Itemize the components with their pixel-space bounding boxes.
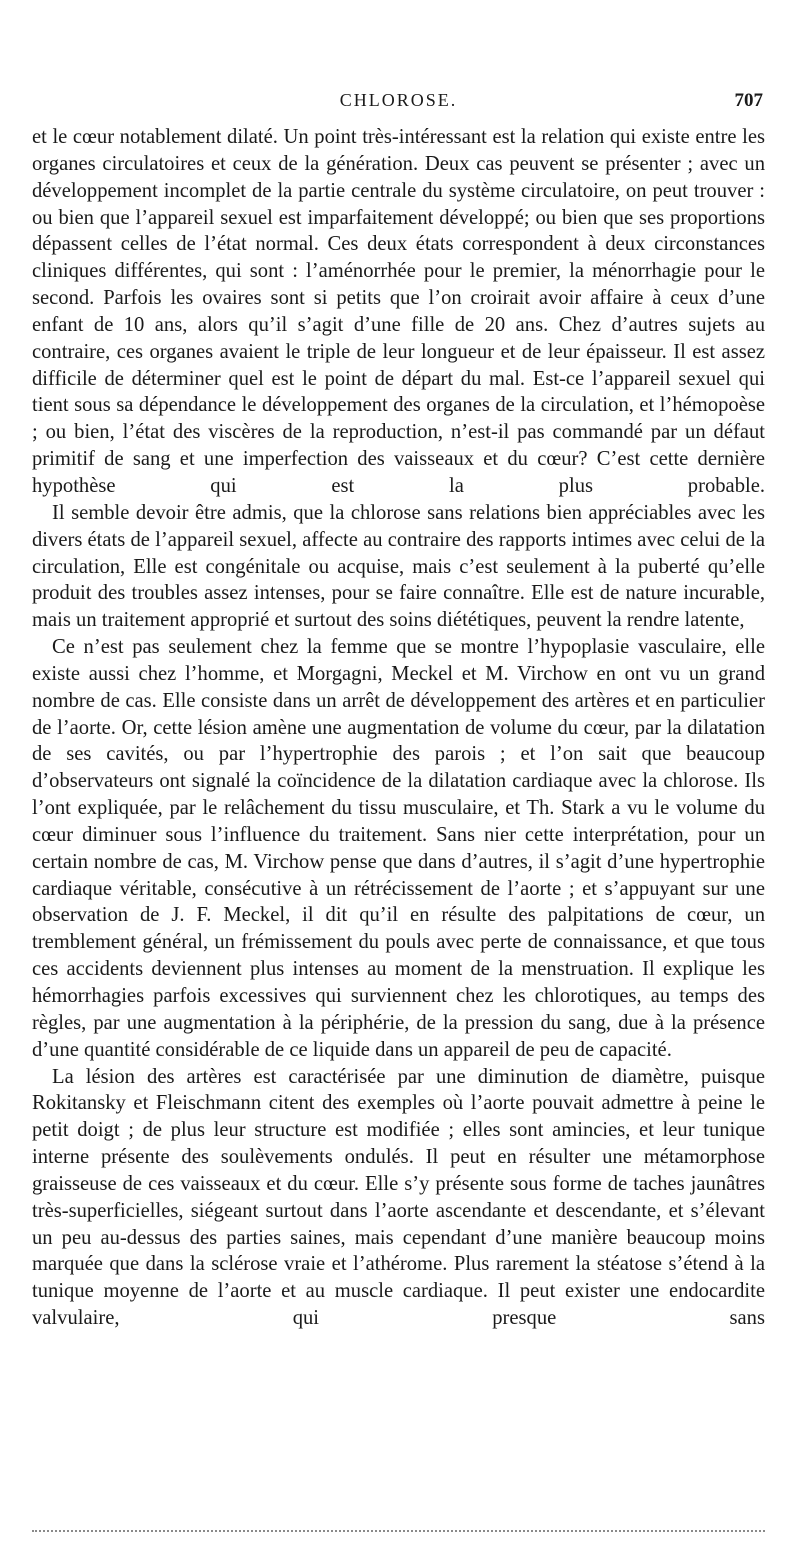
page-number: 707 <box>734 90 763 111</box>
paragraph-2: Il semble devoir être admis, que la chlorose sans relations bien appréciables avec les divers états de l’appareil sexuel, affecte au contraire des rapports intimes avec celui de la circulation, Elle est congénitale ou acquise, mais c’est seulement à la puberté qu’elle produit des troubles assez intenses, pour se faire connaître. Elle est de nature incurable, mais un traitement approprié et surtout des soins diététiques, peuvent la rendre latente, <box>32 501 765 632</box>
paragraph-3: Ce n’est pas seulement chez la femme que se montre l’hypoplasie vasculaire, elle existe aussi chez l’homme, et Morgagni, Meckel et M. Virchow en ont vu un grand nombre de cas. Elle consiste dans un arrêt de développement des artères et en particulier de l’aorte. Or, cette lésion amène une augmentation de volume du cœur, par la dilatation de ses cavités, ou par l’hypertrophie des parois ; et l’on sait que beaucoup d’observateurs ont signalé la coïncidence de la dilatation cardiaque avec la chlorose. Ils l’ont expliquée, par le relâchement du tissu musculaire, et Th. Stark a vu le volume du cœur diminuer sous l’influence du traitement. Sans nier cette interprétation, pour un certain nombre de cas, M. Virchow pense que dans d’autres, il s’agit d’une hypertrophie cardiaque véritable, consécutive à un rétrécissement de l’aorte ; et s’appuyant sur une observation de J. F. Meckel, il dit qu’il en résulte des palpitations de cœur, un tremblement général, un frémissement du pouls avec perte de connaissance, et que tous ces accidents deviennent plus intenses au moment de la menstruation. Il explique les hémorrhagies parfois excessives qui surviennent chez les chlorotiques, au temps des règles, par une augmentation à la périphérie, de la pression du sang, due à la présence d’une quantité considérable de ce liquide dans un appareil de peu de capacité. <box>32 636 765 1061</box>
running-title: CHLOROSE. <box>339 90 458 110</box>
paragraph-1: et le cœur notablement dilaté. Un point très-intéressant est la relation qui existe entre les organes circulatoires et ceux de la génération. Deux cas peuvent se présenter ; avec un développement incomplet de la partie centrale du système circulatoire, on peut trouver : ou bien que l’appareil sexuel est imparfaitement développé; ou bien que ses proportions dépassent celles de l’état normal. Ces deux états correspondent à deux circonstances cliniques différentes, qui sont : l’aménorrhée pour le premier, la ménorrhagie pour le second. Parfois les ovaires sont si petits que l’on croirait avoir affaire à ceux d’une enfant de 10 ans, alors qu’il s’agit d’une fille de 20 ans. Chez d’autres sujets au contraire, ces organes avaient le triple de leur longueur et de leur épaisseur. Il est assez difficile de déterminer quel est le point de départ du mal. Est-ce l’appareil sexuel qui tient sous sa dépendance le développement des organes de la circulation, et l’hémopoèse ; ou bien, l’état des viscères de la reproduction, n’est-il pas commandé par un défaut primitif de sang et une imperfection des vaisseaux et du cœur? C’est cette dernière hypothèse qui est la plus probable. <box>32 126 765 497</box>
page-header <box>32 90 765 118</box>
body-text <box>32 124 765 1332</box>
paragraph-4: La lésion des artères est caractérisée par une diminution de diamètre, puisque Rokitansky et Fleischmann citent des exemples où l’aorte pouvait admettre à peine le petit doigt ; de plus leur structure est modifiée ; elles sont amincies, et leur tunique interne présente des soulèvements ondulés. Il peut en résulter une métamorphose graisseuse de ces vaisseaux et du cœur. Elle s’y présente sous forme de taches jaunâtres très-superficielles, siégeant surtout dans l’aorte ascendante et descendante, et s’élevant un peu au-dessus des parties saines, mais cependant d’une manière beaucoup moins marquée que dans la sclérose vraie et l’athérome. Plus rarement la stéatose s’étend à la tunique moyenne de l’aorte et au muscle cardiaque. Il peut exister une endocardite valvulaire, qui presque sans <box>32 1065 765 1330</box>
book-page <box>32 0 765 1553</box>
footer-rule <box>32 1530 765 1532</box>
